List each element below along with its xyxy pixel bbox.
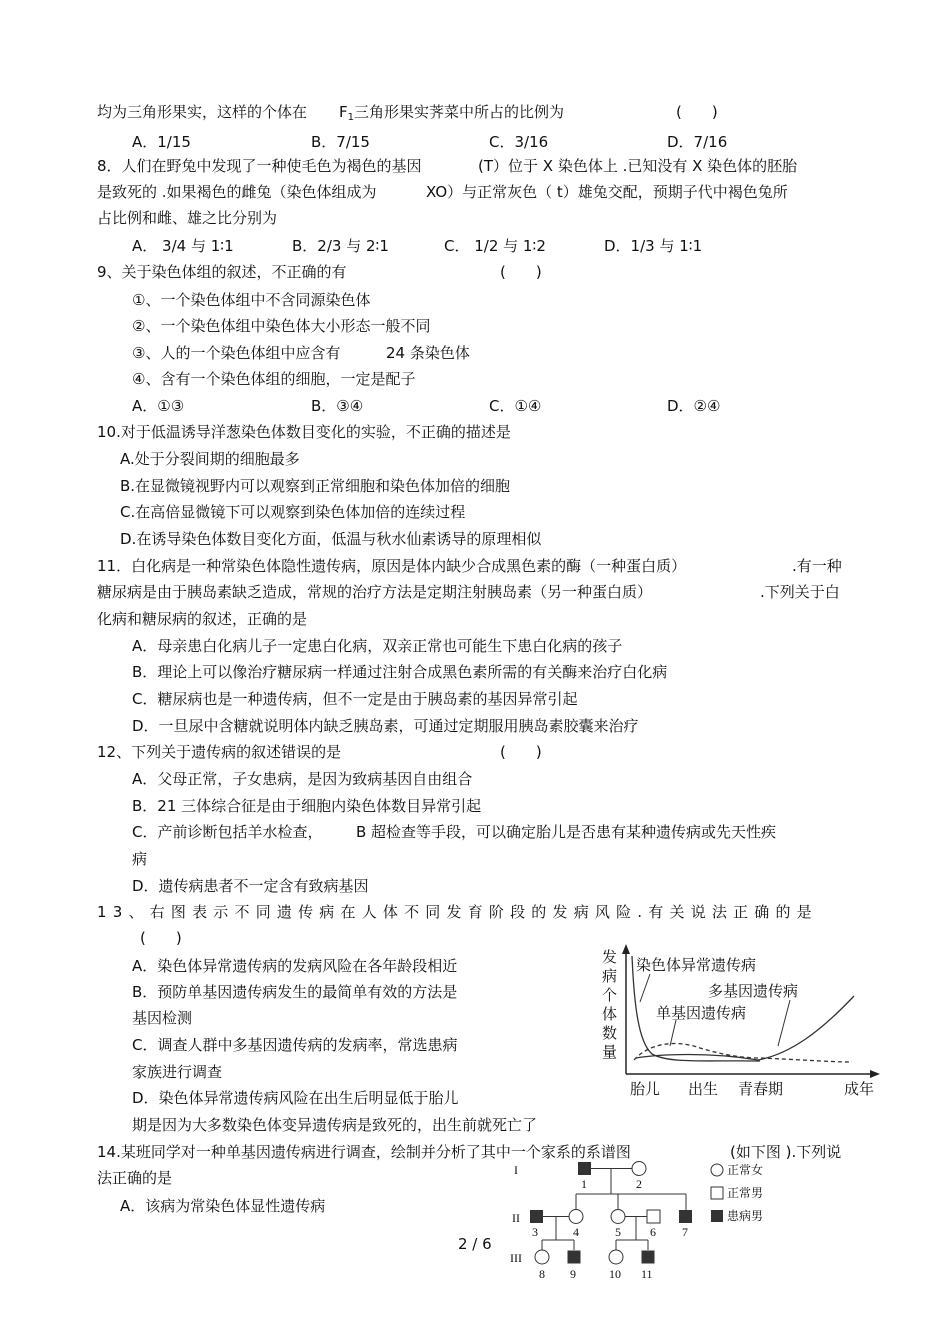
x-axis-arrow bbox=[870, 1070, 880, 1078]
pedigree-chart bbox=[508, 1158, 778, 1284]
risk-chart bbox=[590, 942, 890, 1102]
option-c: B 超检查等手段，可以确定胎儿是否患有某种遗传病或先天性疾 bbox=[356, 823, 777, 841]
option-c: C．3/16 bbox=[489, 133, 549, 151]
x-tick-birth: 出生 bbox=[688, 1080, 719, 1098]
q8-line: (T）位于 X 染色体上 .已知没有 X 染色体的胚胎 bbox=[478, 157, 798, 175]
callout-line bbox=[640, 974, 650, 1002]
legend-normal-female: 正常女 bbox=[727, 1163, 764, 1177]
normal-female bbox=[632, 1162, 646, 1176]
option-a: A． 3/4 与 1∶1 bbox=[132, 237, 234, 255]
q10-stem: 10.对于低温诱导洋葱染色体数目变化的实验，不正确的描述是 bbox=[97, 423, 511, 441]
option-d: D．②④ bbox=[667, 397, 721, 415]
option-b: B．2/3 与 2∶1 bbox=[292, 237, 389, 255]
option-a: A.处于分裂间期的细胞最多 bbox=[120, 450, 300, 468]
option-a: A．染色体异常遗传病的发病风险在各年龄段相近 bbox=[132, 957, 458, 975]
option-d: D．1/3 与 1∶1 bbox=[604, 237, 703, 255]
generation-label: I bbox=[514, 1163, 518, 1177]
q11-line: 化病和糖尿病的叙述，正确的是 bbox=[97, 610, 308, 628]
normal-female bbox=[611, 1210, 625, 1224]
option-c: C．调查人群中多基因遗传病的发病率，常选患病 bbox=[132, 1036, 458, 1054]
callout-line bbox=[778, 1000, 790, 1046]
affected-male bbox=[578, 1162, 591, 1175]
q8-line: 是致死的 .如果褐色的雌兔（染色体组成为 bbox=[97, 183, 377, 201]
q8-line: 占比例和雌、雄之比分别为 bbox=[97, 209, 278, 227]
q11-line: .下列关于白 bbox=[760, 583, 840, 601]
individual-number: 11 bbox=[641, 1267, 653, 1281]
y-axis-label-char: 个 bbox=[602, 986, 618, 1004]
x-tick-puberty: 青春期 bbox=[738, 1080, 784, 1098]
x-tick-fetus: 胎儿 bbox=[630, 1080, 661, 1098]
option-a: A．父母正常，子女患病，是因为致病基因自由组合 bbox=[132, 770, 473, 788]
q8-line: XO）与正常灰色（ t）雄兔交配，预期子代中褐色兔所 bbox=[426, 183, 788, 201]
individual-number: 4 bbox=[573, 1225, 579, 1239]
q9-stem: 9、关于染色体组的叙述，不正确的有 bbox=[97, 263, 347, 281]
affected-male bbox=[568, 1251, 581, 1264]
option-b: B．7/15 bbox=[311, 133, 370, 151]
callout-line bbox=[670, 1020, 676, 1046]
individual-number: 9 bbox=[570, 1267, 576, 1281]
y-axis-arrow bbox=[622, 944, 630, 954]
option-c: 家族进行调查 bbox=[132, 1063, 223, 1081]
individual-number: 1 bbox=[581, 1177, 587, 1191]
q13-stem: 13、右图表示不同遗传病在人体不同发育阶段的发病风险.有关说法正确的是 bbox=[97, 903, 818, 921]
option-d: D．染色体异常遗传病风险在出生后明显低于胎儿 bbox=[132, 1089, 459, 1107]
y-axis-label-chars bbox=[602, 948, 617, 1061]
individual-number: 2 bbox=[636, 1177, 642, 1191]
legend-normal-male: 正常男 bbox=[727, 1186, 764, 1200]
q9-item: ②、一个染色体组中染色体大小形态一般不同 bbox=[132, 317, 431, 335]
individual-number: 8 bbox=[539, 1267, 545, 1281]
individual-number: 10 bbox=[609, 1267, 621, 1281]
legend-normal-male-symbol bbox=[711, 1187, 723, 1199]
option-c: C．糖尿病也是一种遗传病，但不一定是由于胰岛素的基因异常引起 bbox=[132, 690, 578, 708]
normal-female bbox=[609, 1250, 623, 1264]
option-b: B．理论上可以像治疗糖尿病一样通过注射合成黑色素所需的有关酶来治疗白化病 bbox=[132, 663, 668, 681]
option-b: B．21 三体综合征是由于细胞内染色体数目异常引起 bbox=[132, 797, 482, 815]
option-d: D．7/16 bbox=[667, 133, 728, 151]
series-label-single-gene: 单基因遗传病 bbox=[656, 1004, 747, 1022]
option-c: C． 1/2 与 1∶2 bbox=[444, 237, 546, 255]
page-number: 2 / 6 bbox=[458, 1235, 492, 1253]
q11-line: .有一种 bbox=[792, 557, 842, 575]
series-label-multi-gene: 多基因遗传病 bbox=[708, 982, 799, 1000]
individual-number: 5 bbox=[615, 1225, 621, 1239]
option-d: D.在诱导染色体数目变化方面，低温与秋水仙素诱导的原理相似 bbox=[120, 530, 542, 548]
option-a: A．该病为常染色体显性遗传病 bbox=[120, 1197, 326, 1215]
normal-female bbox=[569, 1210, 583, 1224]
legend-affected-male: 患病男 bbox=[727, 1209, 764, 1223]
option-b: B．③④ bbox=[311, 397, 364, 415]
option-a: A．母亲患白化病儿子一定患白化病，双亲正常也可能生下患白化病的孩子 bbox=[132, 637, 623, 655]
option-c: C．①④ bbox=[489, 397, 542, 415]
affected-male bbox=[642, 1251, 655, 1264]
option-d: D．遗传病患者不一定含有致病基因 bbox=[132, 877, 369, 895]
answer-paren: ( ) bbox=[500, 263, 542, 281]
y-axis-label-char: 量 bbox=[602, 1043, 618, 1061]
answer-paren: ( ) bbox=[140, 929, 182, 947]
option-c: C．产前诊断包括羊水检查， bbox=[132, 823, 323, 841]
q9-item: ③、人的一个染色体组中应含有 bbox=[132, 344, 341, 362]
option-a: A．1/15 bbox=[132, 133, 191, 151]
option-c: C.在高倍显微镜下可以观察到染色体加倍的连续过程 bbox=[120, 503, 466, 521]
individual-number: 3 bbox=[532, 1225, 538, 1239]
legend-normal-female-symbol bbox=[711, 1164, 723, 1176]
series-label-chromosome: 染色体异常遗传病 bbox=[636, 956, 757, 974]
q8-line: 8．人们在野兔中发现了一种使毛色为褐色的基因 bbox=[97, 157, 422, 175]
option-d: 期是因为大多数染色体变异遗传病是致死的，出生前就死亡了 bbox=[132, 1116, 538, 1134]
legend-affected-male-symbol bbox=[711, 1210, 723, 1222]
y-axis-label-char: 病 bbox=[602, 967, 618, 985]
option-c: 病 bbox=[132, 850, 148, 868]
affected-male bbox=[679, 1210, 692, 1223]
normal-male bbox=[647, 1210, 660, 1223]
y-axis-label-char: 数 bbox=[602, 1024, 618, 1042]
affected-male bbox=[530, 1210, 543, 1223]
individual-number: 6 bbox=[650, 1225, 656, 1239]
q11-line: 11．白化病是一种常染色体隐性遗传病，原因是体内缺少合成黑色素的酶（一种蛋白质） bbox=[97, 557, 687, 575]
generation-label: II bbox=[512, 1211, 520, 1225]
y-axis-label-char: 体 bbox=[602, 1005, 618, 1023]
q14-line: 14.某班同学对一种单基因遗传病进行调查，绘制并分析了其中一个家系的系谱图 bbox=[97, 1143, 631, 1161]
q11-line: 糖尿病是由于胰岛素缺乏造成，常规的治疗方法是定期注射胰岛素（另一种蛋白质） bbox=[97, 583, 653, 601]
q9-item: ④、含有一个染色体组的细胞，一定是配子 bbox=[132, 370, 416, 388]
q14-line: 法正确的是 bbox=[97, 1169, 173, 1187]
q9-item: 24 条染色体 bbox=[386, 344, 470, 362]
normal-female bbox=[535, 1250, 549, 1264]
option-b: 基因检测 bbox=[132, 1009, 193, 1027]
option-b: B.在显微镜视野内可以观察到正常细胞和染色体加倍的细胞 bbox=[120, 477, 511, 495]
y-axis-label-char: 发 bbox=[602, 948, 618, 966]
individual-number: 7 bbox=[682, 1225, 688, 1239]
answer-paren: ( ) bbox=[500, 743, 542, 761]
option-b: B．预防单基因遗传病发生的最简单有效的方法是 bbox=[132, 983, 458, 1001]
x-tick-adult: 成年 bbox=[844, 1080, 875, 1098]
option-a: A．①③ bbox=[132, 397, 185, 415]
generation-label: III bbox=[510, 1251, 522, 1265]
q7-stem-line: 均为三角形果实，这样的个体在 $F_1$三角形果实荠菜中所占的比例为 bbox=[97, 103, 565, 123]
answer-paren: ( ) bbox=[676, 103, 718, 121]
q12-stem: 12、下列关于遗传病的叙述错误的是 bbox=[97, 743, 342, 761]
q9-item: ①、一个染色体组中不含同源染色体 bbox=[132, 291, 371, 309]
option-d: D．一旦尿中含糖就说明体内缺乏胰岛素，可通过定期服用胰岛素胶囊来治疗 bbox=[132, 717, 639, 735]
q14-line: (如下图 ).下列说 bbox=[730, 1143, 842, 1161]
